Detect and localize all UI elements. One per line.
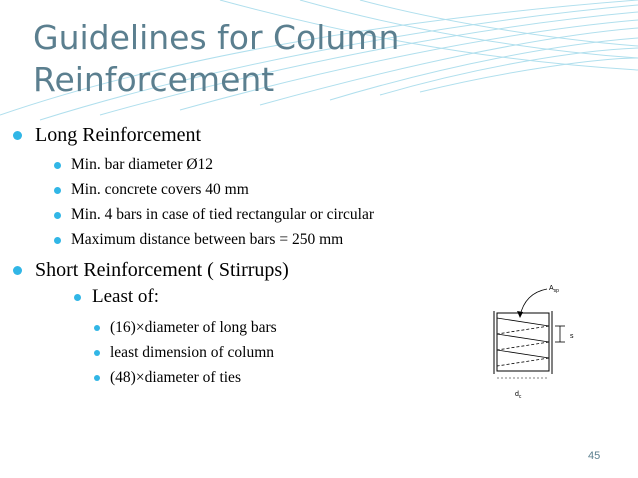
bullet-dot-icon	[54, 212, 61, 219]
bullet-least-of	[92, 285, 159, 309]
bullet-dot-icon	[94, 375, 100, 381]
bullet-16-diameter	[110, 318, 277, 338]
bullet-min-bar-diameter	[71, 155, 213, 175]
bullet-long-reinforcement	[35, 123, 201, 147]
spiral-column-diagram	[475, 278, 585, 398]
bullet-dot-icon	[94, 350, 100, 356]
bullet-text: Short Reinforcement ( Stirrups)	[35, 259, 289, 281]
area-label: $A_{sp}$	[549, 285, 559, 294]
bullet-least-dimension	[110, 343, 274, 363]
bullet-dot-icon	[13, 266, 22, 275]
page-number: 45	[588, 450, 601, 462]
bullet-text: Min. concrete covers 40 mm	[71, 181, 249, 198]
bullet-text: Least of:	[92, 286, 160, 307]
bullet-dot-icon	[54, 237, 61, 244]
bullet-dot-icon	[94, 325, 100, 331]
spacing-label: s	[570, 333, 574, 340]
bullet-48-diameter	[110, 368, 241, 388]
bullet-text: Min. 4 bars in case of tied rectangular or circular	[71, 206, 374, 223]
bullet-text: (48)×diameter of ties	[110, 369, 241, 386]
slide-title-line-2: Reinforcement	[33, 60, 275, 99]
bullet-text: least dimension of column	[110, 344, 275, 361]
bullet-dot-icon	[54, 187, 61, 194]
bullet-text: Long Reinforcement	[35, 124, 202, 146]
bullet-max-distance	[71, 230, 343, 250]
area-arrow	[520, 289, 547, 316]
slide-title-line-1: Guidelines for Column	[33, 18, 400, 57]
bullet-dot-icon	[54, 162, 61, 169]
bullet-dot-icon	[13, 131, 22, 140]
spiral-lines	[497, 318, 549, 366]
bullet-min-bars	[71, 205, 374, 225]
bullet-text: Min. bar diameter Ø12	[71, 156, 214, 173]
bullet-dot-icon	[74, 294, 81, 301]
bullet-text: (16)×diameter of long bars	[110, 319, 277, 336]
core-label: $d_c$	[515, 391, 522, 398]
bullet-short-reinforcement	[35, 258, 289, 282]
area-arrow-head-icon	[517, 311, 523, 318]
bullet-text: Maximum distance between bars = 250 mm	[71, 231, 344, 248]
bullet-min-concrete-cover	[71, 180, 249, 200]
